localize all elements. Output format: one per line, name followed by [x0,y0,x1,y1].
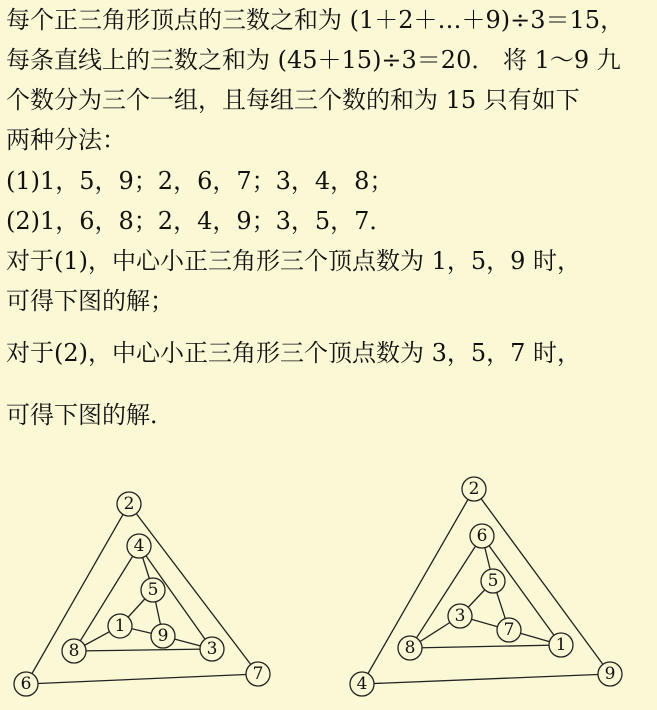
d1-node-mid-right [200,637,224,661]
svg-text:5: 5 [147,580,159,600]
svg-text:9: 9 [604,664,616,684]
svg-text:2: 2 [468,479,480,499]
svg-text:6: 6 [20,674,32,694]
d2-node-inner-right [497,618,521,642]
d2-node-inner-left [448,604,472,628]
svg-text:4: 4 [356,674,368,694]
svg-text:2: 2 [123,494,135,514]
svg-text:3: 3 [206,639,218,659]
d1-node-bottom-left [14,672,38,696]
triangle-diagram-1 [14,492,270,696]
text-line-10: 可得下图的解． [6,401,174,429]
svg-text:8: 8 [68,641,80,661]
d2-node-mid-right [549,633,573,657]
text-line-2: 每条直线上的三数之和为 (45＋15)÷3＝20． 将 1～9 九 [6,46,621,74]
text-line-1: 每个正三角形顶点的三数之和为 (1＋2＋…＋9)÷3＝15， [6,6,625,34]
d1-node-inner-right [151,624,175,648]
text-line-8: 可得下图的解； [6,287,174,315]
d1-node-mid-upper [127,534,151,558]
d1-node-mid-left [62,639,86,663]
d1-node-bottom-right [246,662,270,686]
text-line-3: 个数分为三个一组，且每组三个数的和为 15 只有如下 [6,86,580,114]
svg-text:5: 5 [487,571,499,591]
svg-text:3: 3 [454,606,466,626]
text-line-5: (1)1，5，9；2，6，7；3，4，8； [6,167,394,195]
d1-node-inner-left [108,614,132,638]
d2-node-inner-top [481,569,505,593]
svg-text:9: 9 [157,626,169,646]
triangle-diagram-2 [350,477,622,696]
d1-node-inner-top [141,578,165,602]
svg-text:7: 7 [252,664,264,684]
svg-text:6: 6 [476,526,488,546]
text-line-9: 对于(2)，中心小正三角形三个顶点数为 3，5，7 时， [6,339,582,367]
text-line-4: 两种分法： [6,126,126,154]
svg-text:7: 7 [503,620,515,640]
svg-text:4: 4 [133,536,145,556]
svg-text:1: 1 [555,635,567,655]
d2-node-mid-left [398,636,422,660]
svg-text:8: 8 [404,638,416,658]
text-line-6: (2)1，6，8；2，4，9；3，5，7． [6,207,394,235]
d2-node-mid-upper [470,524,494,548]
svg-text:1: 1 [114,616,126,636]
text-line-7: 对于(1)，中心小正三角形三个顶点数为 1，5，9 时， [6,247,582,275]
d2-node-top [462,477,486,501]
d2-node-bottom-left [350,672,374,696]
d1-node-top [117,492,141,516]
d2-node-bottom-right [598,662,622,686]
